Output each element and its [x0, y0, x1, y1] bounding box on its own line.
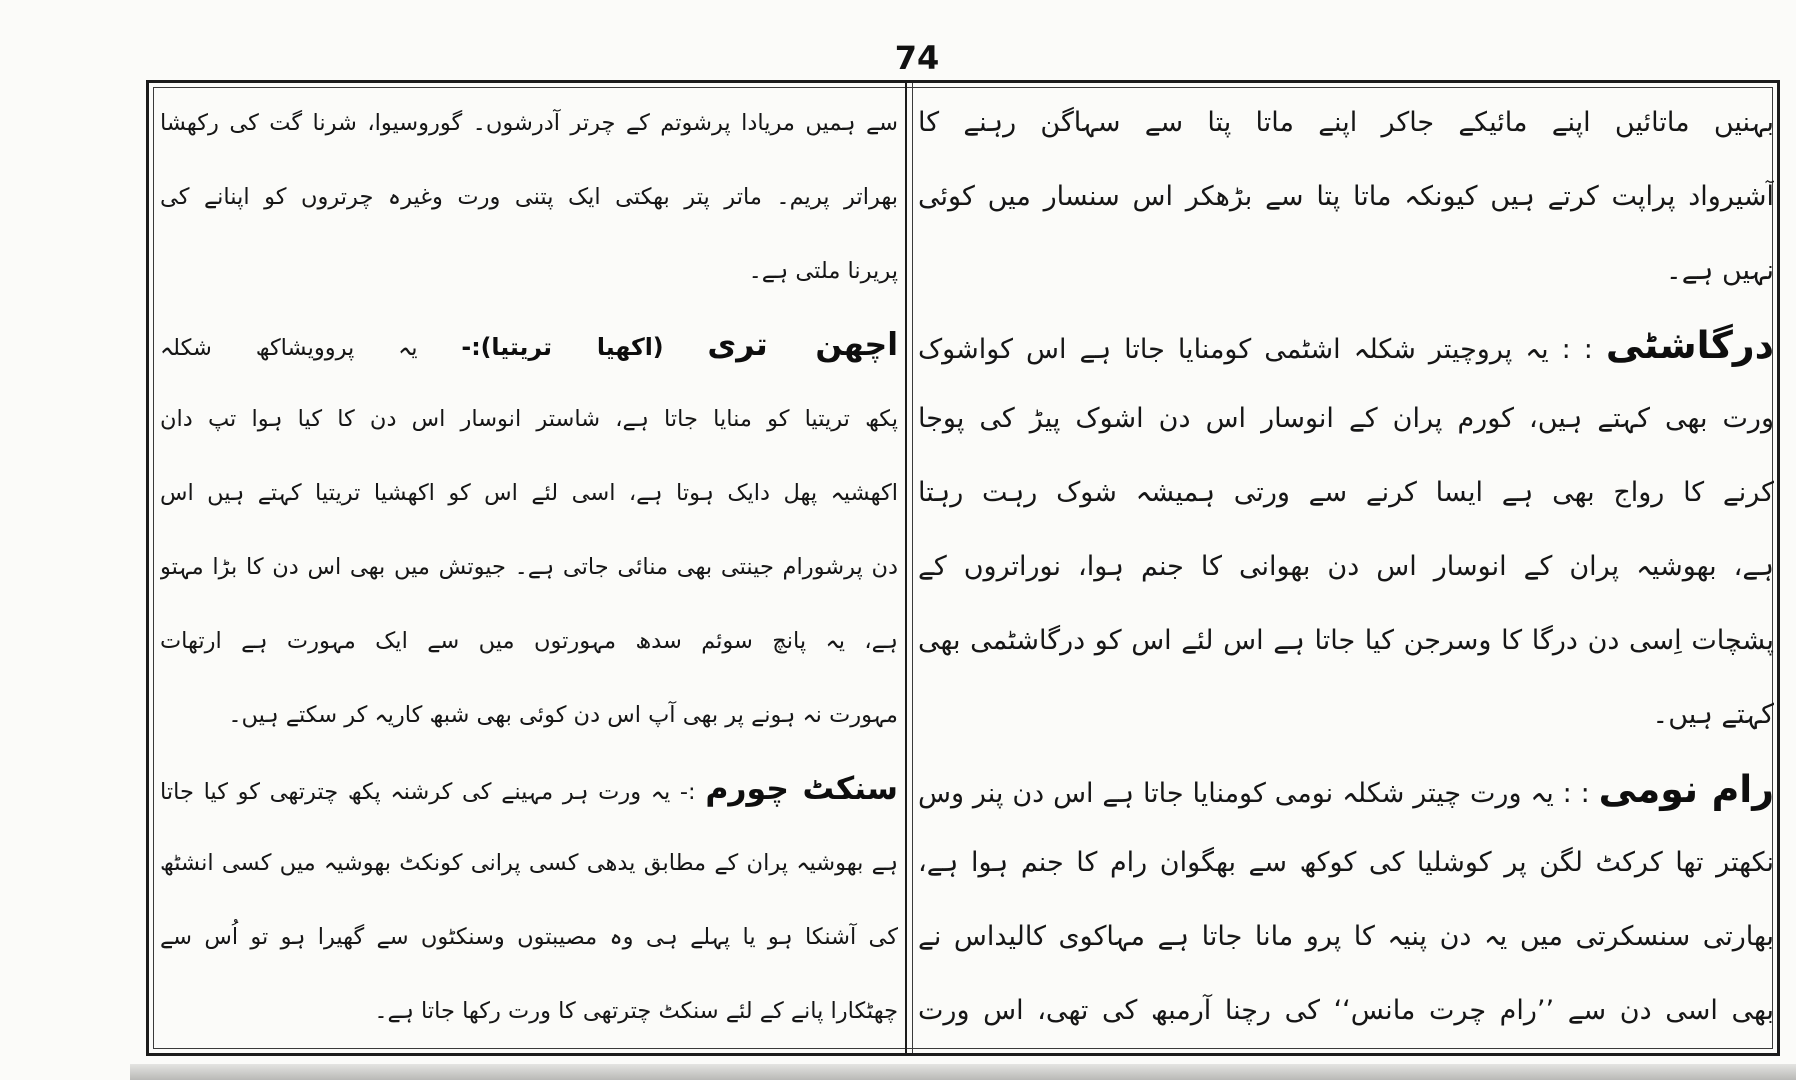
page-number: 74	[894, 39, 940, 77]
text-line: پشچات اِسی دن درگا کا وسرجن کیا جاتا ہے اس لئے اس کو درگاشٹمی بھی	[918, 625, 1774, 656]
column-left	[160, 86, 898, 1048]
text-line	[160, 308, 898, 382]
column-divider	[905, 83, 913, 1053]
section-text: یہ پروویشاکھ شکلہ	[160, 335, 418, 361]
column-right	[918, 86, 1774, 1048]
text-line: نہیں ہے۔	[1665, 255, 1774, 286]
text-line: آشیرواد پراپت کرتے ہیں کیونکہ ماتا پتا سے بڑھکر اس سنسار میں کوئی	[918, 181, 1774, 212]
text-line: ہے، یہ پانچ سوئم سدھ مہورتوں میں سے ایک مہورت ہے ارتھات	[160, 628, 898, 654]
section-heading: رام نومی	[1598, 767, 1774, 811]
text-line: ورت بھی کہتے ہیں، کورم پران کے انوسار اس دن اشوک پیڑ کی پوجا	[918, 403, 1774, 434]
text-line: چھٹکارا پانے کے لئے سنکٹ چترتھی کا ورت رکھا جاتا ہے۔	[374, 998, 898, 1024]
text-line: کرنے کا رواج بھی ہے ایسا کرنے سے ورتی ہمیشہ شوک رہت رہتا	[918, 477, 1774, 508]
text-line: سے ہمیں مریادا پرشوتم کے چرتر آدرشوں۔ گوروسیوا، شرنا گت کی رکھشا	[160, 110, 898, 136]
text-line: اکھشیہ پھل دایک ہوتا ہے، اسی لئے اس کو اکھشیا تریتیا کہتے ہیں اس	[160, 480, 898, 506]
section-text: : : یہ ورت چیتر شکلہ نومی کومنایا جاتا ہے اس دن پنر وس	[918, 778, 1590, 809]
text-line: بھی اسی دن سے ’’رام چرت مانس‘‘ کی رچنا آرمبھ کی تھی، اس ورت	[918, 995, 1774, 1026]
section-heading: اچھن تری	[707, 327, 898, 363]
text-line: بہنیں ماتائیں اپنے مائیکے جاکر اپنے ماتا پتا سے سہاگن رہنے کا	[918, 107, 1774, 138]
section-heading: درگاشٹی	[1605, 323, 1774, 367]
text-line: بھارتی سنسکرتی میں یہ دن پنیہ کا پرو مانا جاتا ہے مہاکوی کالیداس نے	[918, 921, 1774, 952]
text-line: کی آشنکا ہو یا پہلے ہی وہ مصیبتوں وسنکٹوں سے گھیرا ہو تو اُس سے	[160, 924, 898, 950]
section-text: :- یہ ورت ہر مہینے کی کرشنہ پکھ چترتھی کو کیا جاتا	[160, 779, 696, 805]
section-subheading: (اکھیا تریتیا):-	[461, 333, 664, 361]
text-line	[160, 752, 898, 826]
text-line: ہے، بھوشیہ پران کے انوسار اس دن بھوانی کا جنم ہوا، نوراتروں کے	[918, 551, 1774, 582]
text-line: مہورت نہ ہونے پر بھی آپ اس دن کوئی بھی شبھ کاریہ کر سکتے ہیں۔	[228, 702, 898, 728]
text-line: کہتے ہیں۔	[1652, 699, 1774, 730]
section-text: : : یہ پروچیتر شکلہ اشٹمی کومنایا جاتا ہے اس کواشوک	[918, 334, 1593, 365]
text-line: پریرنا ملتی ہے۔	[748, 258, 898, 284]
text-line: بھراتر پریم۔ ماتر پتر بھکتی ایک پتنی ورت وغیرہ چرتروں کو اپنانے کی	[160, 184, 898, 210]
text-line: دن پرشورام جینتی بھی منائی جاتی ہے۔ جیوتش میں بھی اس دن کا بڑا مہتو	[160, 554, 898, 580]
text-line	[918, 308, 1774, 382]
section-heading: سنکٹ چورم	[705, 771, 898, 807]
text-line: پکھ تریتیا کو منایا جاتا ہے، شاستر انوسار اس دن کا کیا ہوا تپ دان	[160, 406, 898, 432]
text-line: ہے بھوشیہ پران کے مطابق یدھی کسی پرانی کونکٹ بھوشیہ میں کسی انشٹھ	[160, 850, 898, 876]
text-line: نکھتر تھا کرکٹ لگن پر کوشلیا کی کوکھ سے بھگوان رام کا جنم ہوا ہے،	[918, 847, 1774, 878]
page-bottom-edge	[130, 1064, 1796, 1080]
text-line	[918, 752, 1774, 826]
